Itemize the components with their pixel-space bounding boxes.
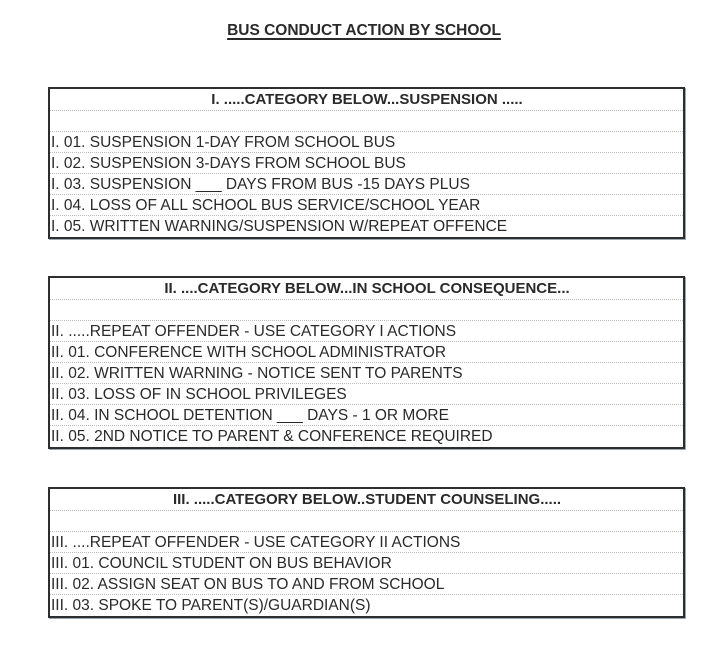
action-row: II. 01. CONFERENCE WITH SCHOOL ADMINISTRATOR xyxy=(50,342,683,363)
action-row: II. 03. LOSS OF IN SCHOOL PRIVILEGES xyxy=(50,384,683,405)
category-header: I. .....CATEGORY BELOW...SUSPENSION ..... xyxy=(50,89,683,111)
action-row: I. 02. SUSPENSION 3-DAYS FROM SCHOOL BUS xyxy=(50,153,683,174)
action-row: I. 01. SUSPENSION 1-DAY FROM SCHOOL BUS xyxy=(50,132,683,153)
category-i-suspension-table xyxy=(48,87,685,239)
category-ii-in-school-consequence-table xyxy=(48,276,685,449)
category-header: II. ....CATEGORY BELOW...IN SCHOOL CONSEQUENCE... xyxy=(50,278,683,300)
action-row: III. 02. ASSIGN SEAT ON BUS TO AND FROM SCHOOL xyxy=(50,574,683,595)
document-title-text: BUS CONDUCT ACTION BY SCHOOL xyxy=(227,22,501,39)
action-row: II. 05. 2ND NOTICE TO PARENT & CONFERENCE REQUIRED xyxy=(51,428,493,445)
action-row: III. 01. COUNCIL STUDENT ON BUS BEHAVIOR xyxy=(50,553,683,574)
category-header: III. .....CATEGORY BELOW..STUDENT COUNSELING..... xyxy=(50,489,683,511)
action-row: II. .....REPEAT OFFENDER - USE CATEGORY I ACTIONS xyxy=(50,321,683,342)
action-row: I. 04. LOSS OF ALL SCHOOL BUS SERVICE/SCHOOL YEAR xyxy=(50,195,683,216)
action-row: III. ....REPEAT OFFENDER - USE CATEGORY II ACTIONS xyxy=(50,532,683,553)
document-title xyxy=(0,22,728,40)
action-row: II. 02. WRITTEN WARNING - NOTICE SENT TO PARENTS xyxy=(50,363,683,384)
blank-row xyxy=(50,300,683,321)
blank-row xyxy=(50,511,683,532)
blank-row xyxy=(50,111,683,132)
category-iii-student-counseling-table xyxy=(48,487,685,618)
action-row: I. 03. SUSPENSION ___ DAYS FROM BUS -15 DAYS PLUS xyxy=(50,174,683,195)
action-row: II. 04. IN SCHOOL DETENTION ___ DAYS - 1 OR MORE xyxy=(50,405,683,426)
action-row: I. 05. WRITTEN WARNING/SUSPENSION W/REPEAT OFFENCE xyxy=(51,218,508,235)
action-row: III. 03. SPOKE TO PARENT(S)/GUARDIAN(S) xyxy=(51,597,371,614)
